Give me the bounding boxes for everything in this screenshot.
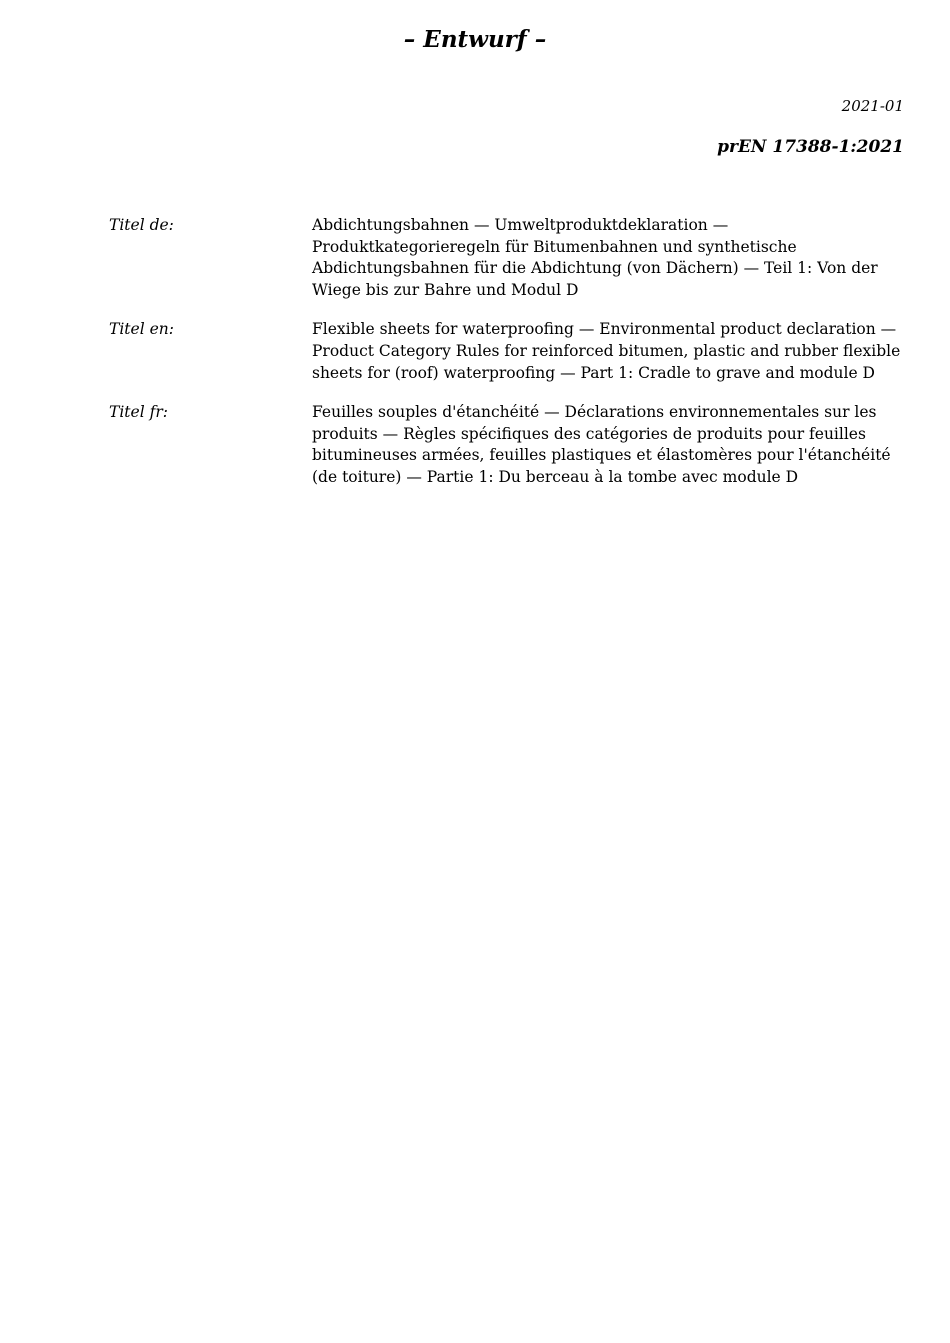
title-text-en: Flexible sheets for waterproofing — Environmental product declaration — Product Category Rules for reinforced bitumen, plastic and rubber flexible sheets for (roof) waterproofing — Part 1: Cradle to grave and module D bbox=[312, 320, 901, 382]
document-number: prEN 17388-1:2021 bbox=[717, 137, 904, 157]
title-text-de: Abdichtungsbahnen — Umweltproduktdeklaration — Produktkategorieregeln für Bitumenbahnen und synthetische Abdichtungsbahnen für die Abdichtung (von Dächern) — Teil 1: Von der Wiege bis zur Bahre und Modul D bbox=[312, 216, 878, 299]
title-label-fr: Titel fr: bbox=[109, 403, 168, 422]
title-label-en: Titel en: bbox=[109, 320, 174, 339]
title-text-fr: Feuilles souples d'étanchéité — Déclarations environnementales sur les produits — Règles spécifiques des catégories de produits pour feuilles bitumineuses armées, feuilles plastiques et élastomères pour l'étanchéité (de toiture) — Partie 1: Du berceau à la tombe avec module D bbox=[312, 403, 891, 486]
title-list bbox=[109, 215, 904, 507]
title-row-en bbox=[109, 319, 904, 384]
document-date: 2021-01 bbox=[841, 97, 904, 115]
title-row-fr bbox=[109, 402, 904, 488]
title-row-de bbox=[109, 215, 904, 301]
draft-label: – Entwurf – bbox=[403, 26, 547, 53]
title-label-de: Titel de: bbox=[109, 216, 174, 234]
